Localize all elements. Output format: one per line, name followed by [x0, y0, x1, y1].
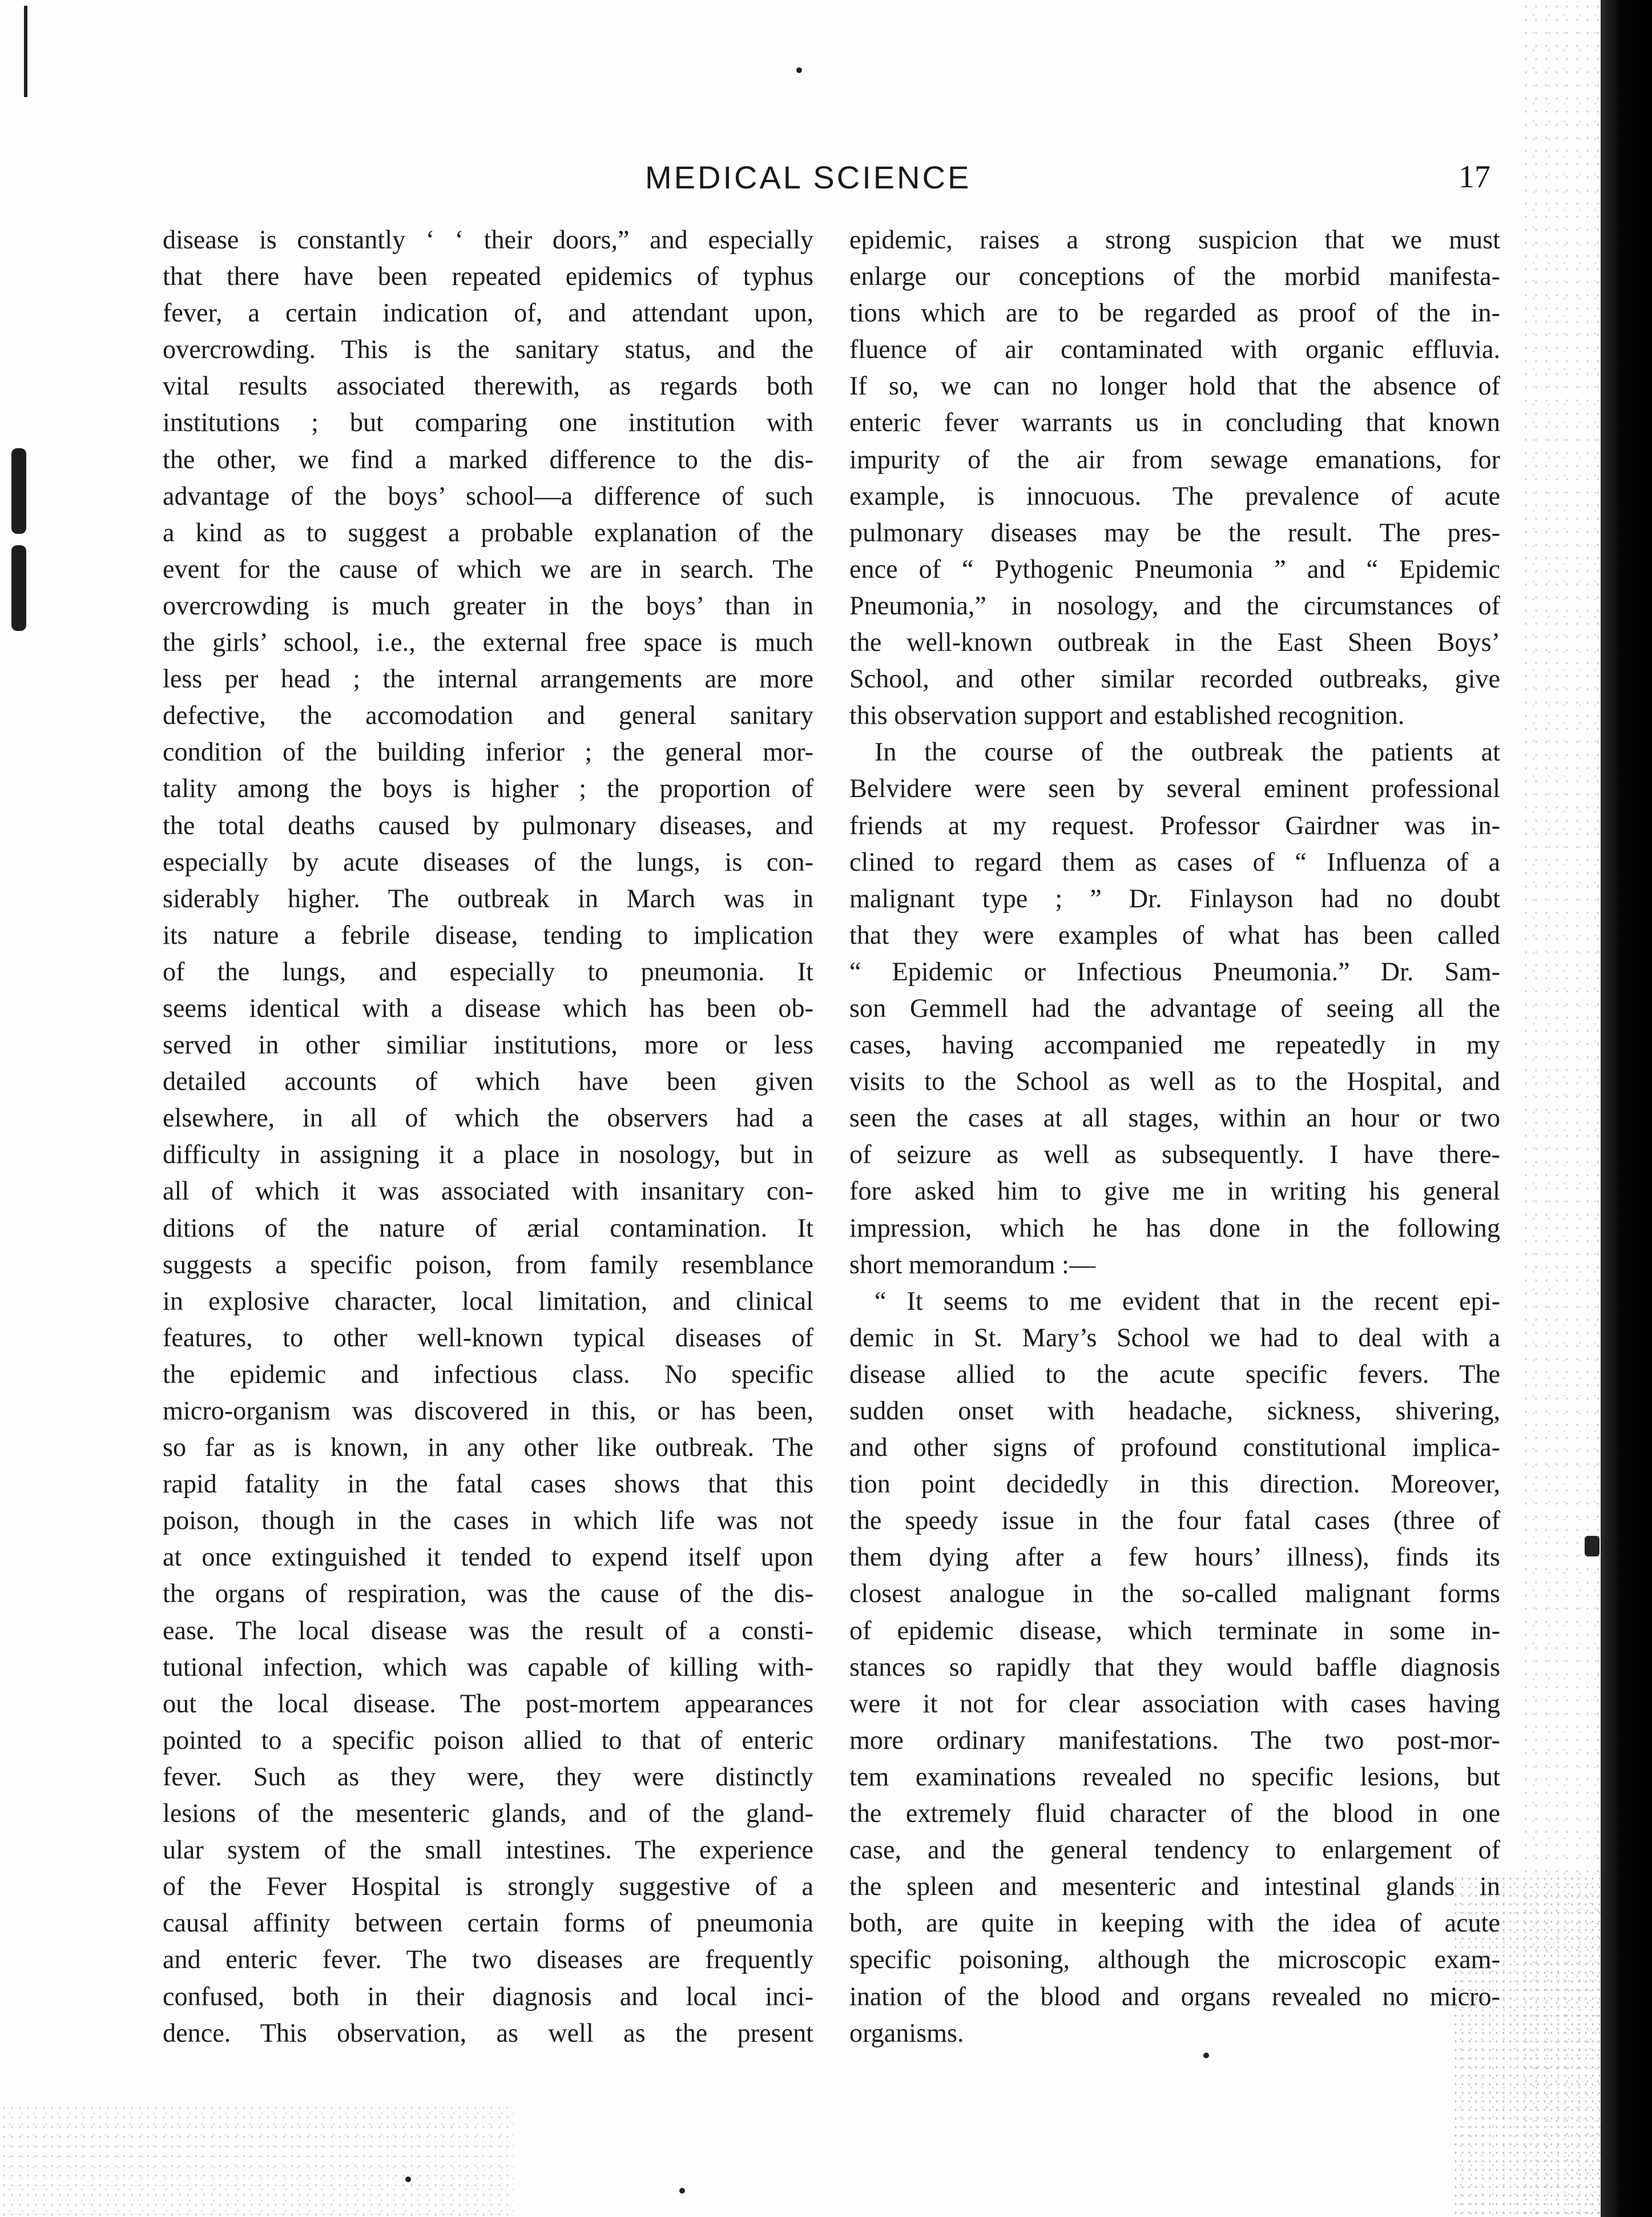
text-line: ease. The local disease was the result of a consti- — [163, 1615, 813, 1645]
text-line: demic in St. Mary’s School we had to deal with a — [849, 1322, 1500, 1352]
text-line: that they were examples of what has been called — [849, 920, 1500, 949]
text-line: a kind as to suggest a probable explanation of the — [163, 517, 813, 547]
text-line: advantage of the boys’ school—a difference of such — [163, 481, 813, 510]
text-line: the epidemic and infectious class. No specific — [163, 1359, 813, 1389]
text-line: causal affinity between certain forms of pneumonia — [163, 1908, 813, 1938]
text-line: son Gemmell had the advantage of seeing all the — [849, 993, 1500, 1023]
text-line: ular system of the small intestines. The experience — [163, 1835, 813, 1865]
text-line: of seizure as well as subsequently. I have there- — [849, 1140, 1500, 1169]
left-text-column — [163, 222, 813, 2051]
scan-speckle-bottom-left — [0, 2103, 514, 2217]
text-line: If so, we can no longer hold that the absence of — [849, 371, 1500, 401]
text-line: event for the cause of which we are in search. The — [163, 554, 813, 584]
text-line: disease is constantly ‘ ‘ their doors,” and especially — [163, 225, 813, 254]
text-line: the extremely fluid character of the blood in one — [849, 1798, 1500, 1828]
text-line: lesions of the mesenteric glands, and of the gland- — [163, 1798, 813, 1828]
stray-dot — [405, 2176, 411, 2182]
text-line: of epidemic disease, which terminate in some in- — [849, 1615, 1500, 1645]
text-line: and other signs of profound constitutional implica- — [849, 1433, 1500, 1462]
text-line: tem examinations revealed no specific lesions, but — [849, 1761, 1500, 1791]
text-line: more ordinary manifestations. The two post-mor- — [849, 1725, 1500, 1755]
text-line: stances so rapidly that they would baffle diagnosis — [849, 1652, 1500, 1681]
binding-blot-lower — [11, 545, 26, 631]
text-line: institutions ; but comparing one institution with — [163, 408, 813, 437]
text-line: pointed to a specific poison allied to that of enteric — [163, 1725, 813, 1755]
scan-mark-top-left — [24, 6, 27, 97]
text-line: of the Fever Hospital is strongly suggestive of a — [163, 1872, 813, 1901]
text-line: clined to regard them as cases of “ Influenza of a — [849, 847, 1500, 876]
text-line: both, are quite in keeping with the idea of acute — [849, 1908, 1500, 1938]
text-line: tutional infection, which was capable of killing with- — [163, 1652, 813, 1681]
text-line: in explosive character, local limitation, and clinical — [163, 1286, 813, 1315]
text-line: defective, the accomodation and general sanitary — [163, 701, 813, 730]
text-line: “ It seems to me evident that in the recent epi- — [875, 1286, 1500, 1315]
text-line: tions which are to be regarded as proof of the in- — [849, 298, 1500, 328]
text-line: epidemic, raises a strong suspicion that we must — [849, 225, 1500, 254]
text-line: less per head ; the internal arrangements are more — [163, 664, 813, 694]
text-line: the organs of respiration, was the cause of the dis- — [163, 1579, 813, 1608]
text-line: its nature a febrile disease, tending to implication — [163, 920, 813, 949]
text-line: malignant type ; ” Dr. Finlayson had no doubt — [849, 883, 1500, 913]
text-line: siderably higher. The outbreak in March was in — [163, 883, 813, 913]
stray-dot — [1203, 2053, 1209, 2058]
text-line: dence. This observation, as well as the present — [163, 2018, 813, 2047]
text-line: enteric fever warrants us in concluding that known — [849, 408, 1500, 437]
text-line: the speedy issue in the four fatal cases (three of — [849, 1506, 1500, 1535]
text-line: fever, a certain indication of, and attendant upon, — [163, 298, 813, 328]
text-line: fluence of air contaminated with organic effluvia. — [849, 335, 1500, 364]
text-line: specific poisoning, although the microscopic exam- — [849, 1945, 1500, 1974]
text-line: served in other similiar institutions, more or less — [163, 1030, 813, 1060]
text-line: Belvidere were seen by several eminent professional — [849, 774, 1500, 803]
text-line: suggests a specific poison, from family resemblance — [163, 1249, 813, 1279]
right-text-column — [849, 222, 1500, 2051]
text-line: at once extinguished it tended to expend itself upon — [163, 1542, 813, 1572]
text-line: sudden onset with headache, sickness, shivering, — [849, 1396, 1500, 1425]
text-line: micro-organism was discovered in this, or has been, — [163, 1396, 813, 1425]
page-number: 17 — [1458, 159, 1490, 195]
text-line: impression, which he has done in the following — [849, 1213, 1500, 1242]
text-line: seen the cases at all stages, within an hour or two — [849, 1103, 1500, 1133]
text-line: the well-known outbreak in the East Sheen Boys’ — [849, 627, 1500, 657]
text-line: friends at my request. Professor Gairdner was in- — [849, 810, 1500, 840]
text-line: so far as is known, in any other like outbreak. The — [163, 1433, 813, 1462]
text-line: case, and the general tendency to enlargement of — [849, 1835, 1500, 1865]
text-line: all of which it was associated with insanitary con- — [163, 1176, 813, 1206]
text-line: difficulty in assigning it a place in nosology, but in — [163, 1140, 813, 1169]
text-line: overcrowding is much greater in the boys’ than in — [163, 590, 813, 620]
text-line: ditions of the nature of ærial contamination. It — [163, 1213, 813, 1242]
text-line: especially by acute diseases of the lungs, is con- — [163, 847, 813, 876]
text-line: elsewhere, in all of which the observers had a — [163, 1103, 813, 1133]
text-line: visits to the School as well as to the Hospital, and — [849, 1067, 1500, 1096]
text-line: condition of the building inferior ; the general mor- — [163, 737, 813, 767]
text-line: that there have been repeated epidemics of typhus — [163, 261, 813, 291]
text-line: tality among the boys is higher ; the proportion of — [163, 774, 813, 803]
text-line: seems identical with a disease which has been ob- — [163, 993, 813, 1023]
text-line: closest analogue in the so-called malignant forms — [849, 1579, 1500, 1608]
stray-dot — [796, 67, 802, 73]
text-line: “ Epidemic or Infectious Pneumonia.” Dr. Sam- — [849, 956, 1500, 986]
text-line: disease allied to the acute specific fevers. The — [849, 1359, 1500, 1389]
binding-blot-upper — [11, 448, 26, 534]
scan-blot-right — [1585, 1536, 1599, 1556]
text-line: Pneumonia,” in nosology, and the circumstances of — [849, 590, 1500, 620]
text-line: In the course of the outbreak the patients at — [875, 737, 1500, 767]
text-line: cases, having accompanied me repeatedly in my — [849, 1030, 1500, 1060]
text-line: confused, both in their diagnosis and local inci- — [163, 1981, 813, 2011]
text-line: vital results associated therewith, as regards both — [163, 371, 813, 401]
text-line: the girls’ school, i.e., the external free space is much — [163, 627, 813, 657]
text-line: out the local disease. The post-mortem appearances — [163, 1688, 813, 1718]
text-line: tion point decidedly in this direction. Moreover, — [849, 1469, 1500, 1499]
text-line: the spleen and mesenteric and intestinal glands in — [849, 1872, 1500, 1901]
running-title: MEDICAL SCIENCE — [645, 159, 972, 195]
text-line: overcrowding. This is the sanitary status, and the — [163, 335, 813, 364]
text-line: impurity of the air from sewage emanations, for — [849, 444, 1500, 474]
text-line: example, is innocuous. The prevalence of acute — [849, 481, 1500, 510]
text-line: School, and other similar recorded outbreaks, give — [849, 664, 1500, 694]
text-line: rapid fatality in the fatal cases shows that this — [163, 1469, 813, 1499]
text-line: short memorandum :— — [849, 1249, 1096, 1279]
text-line: fore asked him to give me in writing his general — [849, 1176, 1500, 1206]
text-line: and enteric fever. The two diseases are frequently — [163, 1945, 813, 1974]
text-line: enlarge our conceptions of the morbid manifesta- — [849, 261, 1500, 291]
text-line: fever. Such as they were, they were distinctly — [163, 1761, 813, 1791]
scan-dark-edge-right — [1601, 0, 1652, 2217]
text-line: pulmonary diseases may be the result. The pres- — [849, 517, 1500, 547]
text-line: of the lungs, and especially to pneumonia. It — [163, 956, 813, 986]
text-line: features, to other well-known typical diseases of — [163, 1322, 813, 1352]
text-line: them dying after a few hours’ illness), finds its — [849, 1542, 1500, 1572]
text-line: ination of the blood and organs revealed no micro- — [849, 1981, 1500, 2011]
text-line: ence of “ Pythogenic Pneumonia ” and “ Epidemic — [849, 554, 1500, 584]
text-line: the other, we find a marked difference to the dis- — [163, 444, 813, 474]
text-line: were it not for clear association with cases having — [849, 1688, 1500, 1718]
text-line: this observation support and established recognition. — [849, 701, 1405, 730]
stray-dot — [679, 2188, 685, 2194]
text-line: poison, though in the cases in which life was not — [163, 1506, 813, 1535]
text-line: organisms. — [849, 2018, 964, 2047]
text-line: the total deaths caused by pulmonary diseases, and — [163, 810, 813, 840]
text-line: detailed accounts of which have been given — [163, 1067, 813, 1096]
